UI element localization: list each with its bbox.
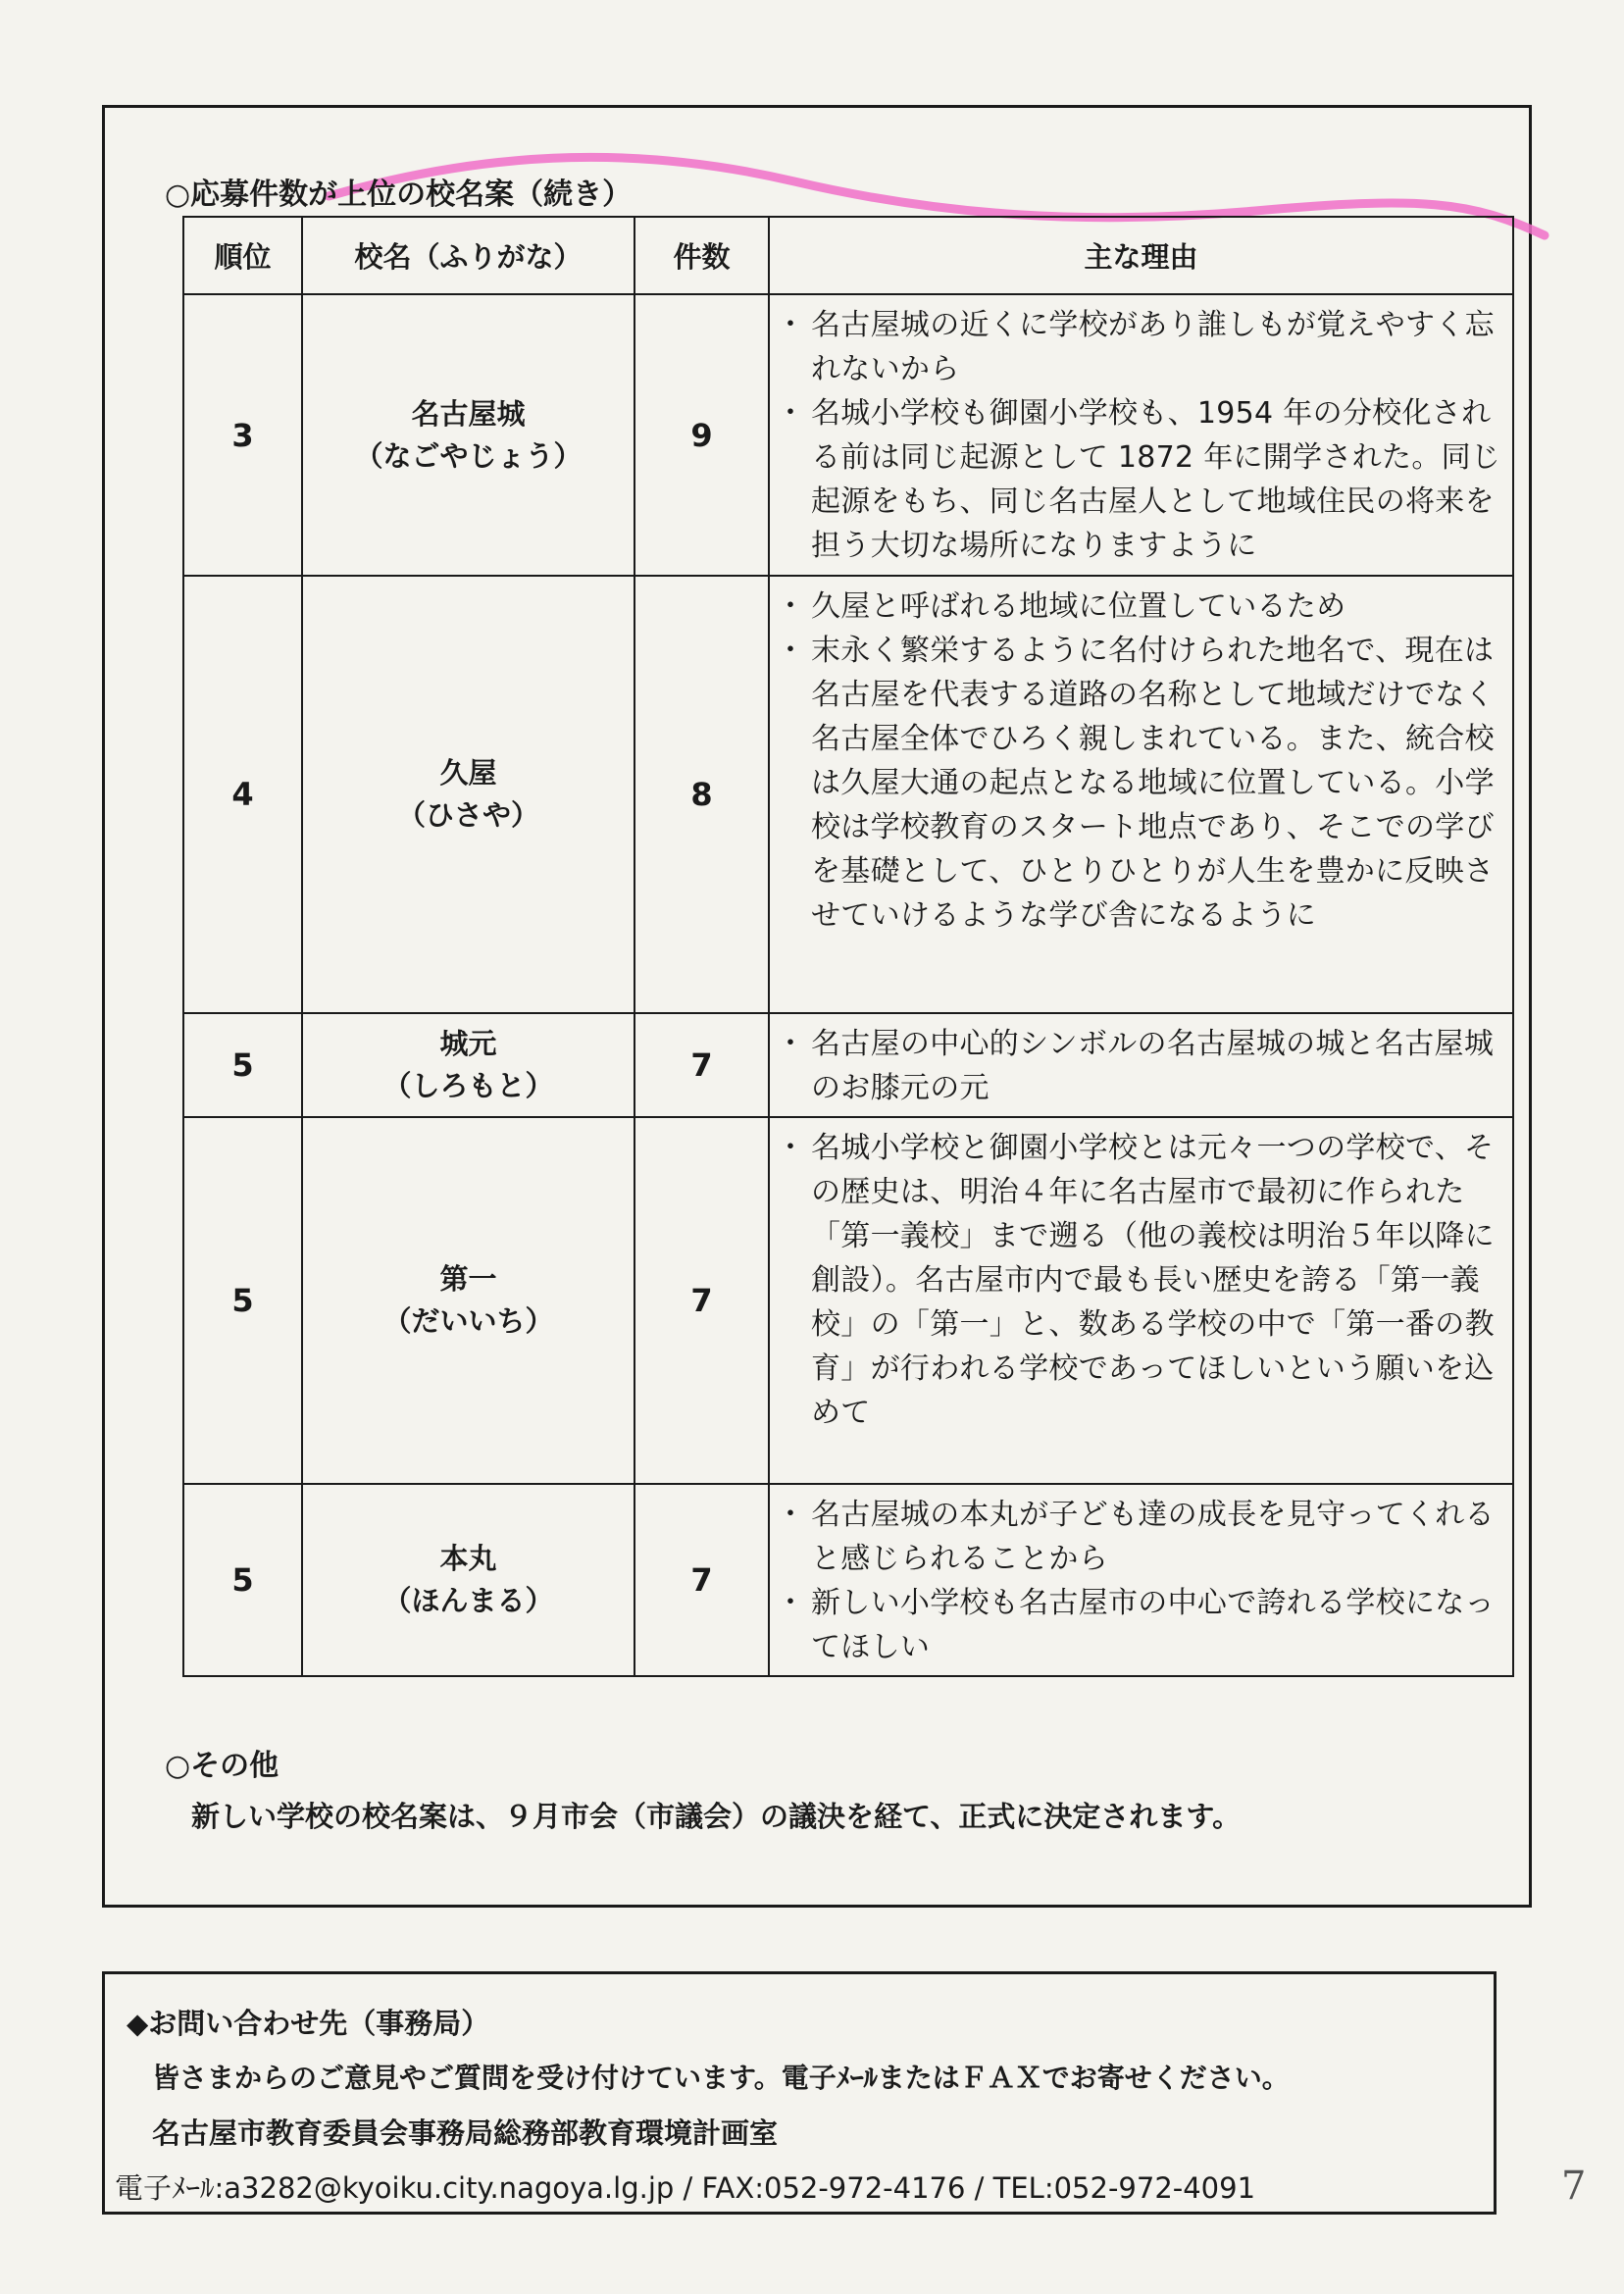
school-name-furigana: （ほんまる）	[382, 1584, 554, 1617]
reason-item: ・ 末永く繁栄するように名付けられた地名で、現在は名古屋を代表する道路の名称として地域だけでなく名古屋全体でひろく親しまれている。また、統合校は久屋大通の起点となる地域に位置している。小学校は学校教育のスタート地点であり、そこでの学びを基礎として、ひとりひとりが人生を豊かに反映させていけるような学び舎になるように	[782, 629, 1506, 938]
header-school-name: 校名（ふりがな）	[302, 217, 634, 294]
school-name: 久屋	[439, 756, 497, 790]
table-row	[183, 1117, 1513, 1484]
reason-list	[782, 303, 1506, 568]
table-row	[183, 576, 1513, 1013]
contact-department: 名古屋市教育委員会事務局総務部教育環境計画室	[152, 2116, 779, 2150]
reason-item: ・ 名古屋の中心的シンボルの名古屋城の城と名古屋城のお膝元の元	[782, 1022, 1506, 1110]
reason-list	[782, 1493, 1506, 1669]
table-row	[183, 1013, 1513, 1117]
rank-cell: 5	[183, 1484, 302, 1676]
rank-cell: 5	[183, 1013, 302, 1117]
header-main-reason: 主な理由	[769, 217, 1513, 294]
reason-item: ・ 名城小学校と御園小学校とは元々一つの学校で、その歴史は、明治４年に名古屋市で最初に作られた「第一義校」まで遡る（他の義校は明治５年以降に創設）。名古屋市内で最も長い歴史を誇る「第一義校」の「第一」と、数ある学校の中で「第一番の教育」が行われる学校であってほしいという願いを込めて	[782, 1126, 1506, 1435]
school-name: 城元	[439, 1027, 497, 1060]
school-name: 第一	[439, 1262, 497, 1296]
contact-details: 電子ﾒｰﾙ:a3282@kyoiku.city.nagoya.lg.jp / FAX:052-972-4176 / TEL:052-972-4091	[115, 2171, 1256, 2205]
school-name: 名古屋城	[411, 396, 526, 431]
candidate-table-container	[182, 216, 1512, 1677]
continued-heading: ○応募件数が上位の校名案（続き）	[165, 178, 633, 212]
reasons-cell	[769, 1484, 1513, 1676]
other-heading: ○その他	[165, 1749, 279, 1783]
school-name-furigana: （しろもと）	[382, 1069, 554, 1102]
contact-heading: ◆お問い合わせ先（事務局）	[127, 2007, 490, 2040]
header-count: 件数	[634, 217, 769, 294]
reason-item: ・ 新しい小学校も名古屋市の中心で誇れる学校になってほしい	[782, 1581, 1506, 1669]
count-cell: 8	[634, 576, 769, 1013]
reasons-cell	[769, 1013, 1513, 1117]
school-name-cell	[302, 294, 634, 576]
reason-item: ・ 名古屋城の本丸が子ども達の成長を見守ってくれると感じられることから	[782, 1493, 1506, 1581]
reason-item: ・ 久屋と呼ばれる地域に位置しているため	[782, 585, 1506, 629]
reasons-cell	[769, 294, 1513, 576]
count-cell: 9	[634, 294, 769, 576]
table-row	[183, 294, 1513, 576]
reason-item: ・ 名城小学校も御園小学校も、1954 年の分校化される前は同じ起源として 1872 年に開学された。同じ起源をもち、同じ名古屋人として地域住民の将来を担う大切な場所になりますように	[782, 391, 1506, 568]
count-cell: 7	[634, 1117, 769, 1484]
candidate-names-table	[182, 216, 1514, 1677]
reason-list	[782, 1126, 1506, 1435]
school-name-cell	[302, 576, 634, 1013]
reasons-cell	[769, 1117, 1513, 1484]
other-note: 新しい学校の校名案は、９月市会（市議会）の議決を経て、正式に決定されます。	[191, 1800, 1242, 1833]
count-cell: 7	[634, 1484, 769, 1676]
table-row	[183, 1484, 1513, 1676]
rank-cell: 3	[183, 294, 302, 576]
school-name: 本丸	[439, 1542, 497, 1575]
contact-box	[102, 1971, 1497, 2215]
school-name-cell	[302, 1484, 634, 1676]
rank-cell: 4	[183, 576, 302, 1013]
reason-item: ・ 名古屋城の近くに学校があり誰しもが覚えやすく忘れないから	[782, 303, 1506, 391]
handwritten-page-number: 7	[1561, 2164, 1587, 2209]
school-name-cell	[302, 1117, 634, 1484]
header-rank: 順位	[183, 217, 302, 294]
school-name-furigana: （なごやじょう）	[354, 438, 583, 473]
school-name-cell	[302, 1013, 634, 1117]
table-header-row	[183, 217, 1513, 294]
reason-list	[782, 1022, 1506, 1110]
school-name-furigana: （ひさや）	[396, 798, 539, 832]
count-cell: 7	[634, 1013, 769, 1117]
contact-message: 皆さまからのご意見やご質問を受け付けています。電子ﾒｰﾙまたはＦＡＸでお寄せください。	[152, 2062, 1290, 2094]
reason-list	[782, 585, 1506, 938]
school-name-furigana: （だいいち）	[382, 1304, 554, 1338]
reasons-cell	[769, 576, 1513, 1013]
rank-cell: 5	[183, 1117, 302, 1484]
